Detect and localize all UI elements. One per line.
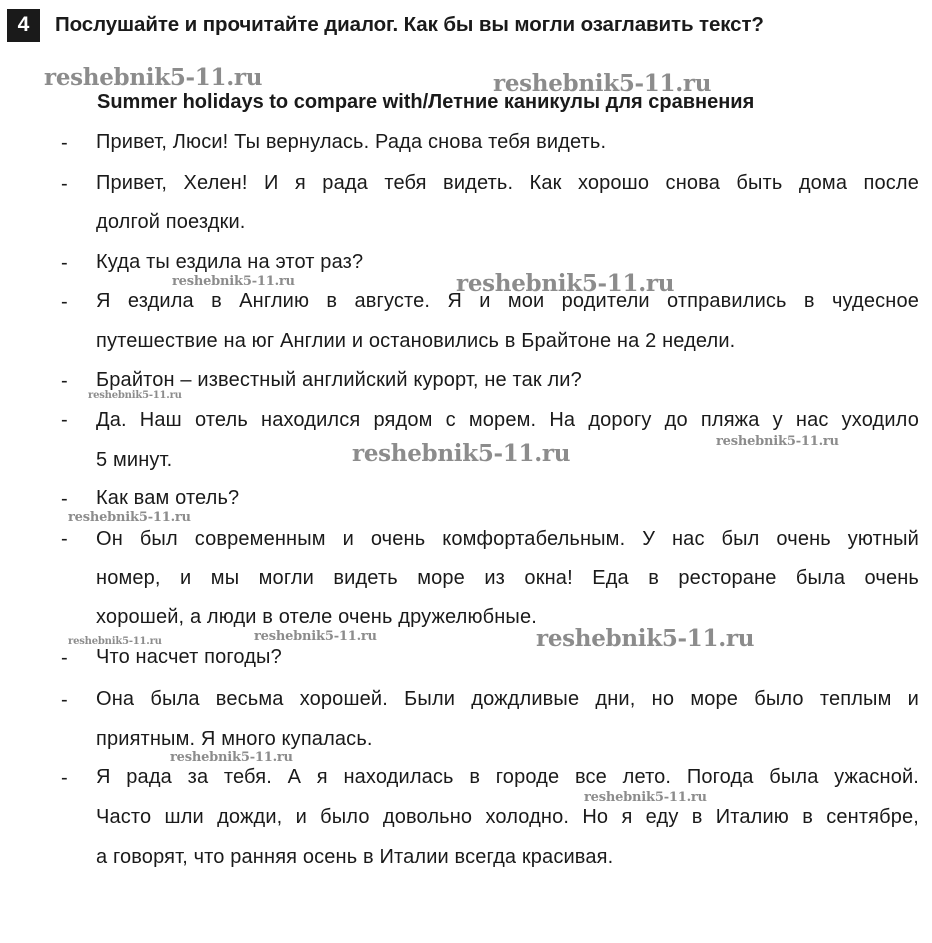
dialog-line: Что насчет погоды? [96, 646, 282, 668]
dialog-line: Я рада за тебя. А я находилась в городе все лето. Погода была ужасной. [96, 766, 919, 788]
dialog-line: Привет, Люси! Ты вернулась. Рада снова тебя видеть. [96, 131, 607, 153]
dialog-dash: - [61, 488, 68, 510]
dialog-line: Да. Наш отель находился рядом с морем. На дорогу до пляжа у нас уходило [96, 409, 919, 431]
dialog-dash: - [61, 528, 68, 550]
dialog-line: Она была весьма хорошей. Были дождливые дни, но море было теплым и [96, 688, 919, 710]
watermark: reshebnik5-11.ru [584, 790, 707, 805]
dialog-line: приятным. Я много купалась. [96, 728, 373, 750]
watermark: reshebnik5-11.ru [493, 70, 712, 97]
dialog-dash: - [61, 689, 68, 711]
watermark: reshebnik5-11.ru [172, 274, 295, 289]
watermark: reshebnik5-11.ru [352, 440, 571, 467]
dialog-dash: - [61, 409, 68, 431]
task-number-badge: 4 [7, 9, 40, 42]
watermark: reshebnik5-11.ru [68, 636, 162, 647]
dialog-dash: - [61, 767, 68, 789]
dialog-line: номер, и мы могли видеть море из окна! Еда в ресторане была очень [96, 567, 919, 589]
watermark: reshebnik5-11.ru [44, 64, 263, 91]
dialog-line: Часто шли дожди, и было довольно холодно. Но я еду в Италию в сентябре, [96, 806, 919, 828]
dialog-dash: - [61, 252, 68, 274]
dialog-line: Брайтон – известный английский курорт, не так ли? [96, 369, 582, 391]
watermark: reshebnik5-11.ru [456, 270, 675, 297]
dialog-line: Привет, Хелен! И я рада тебя видеть. Как хорошо снова быть дома после [96, 172, 919, 194]
dialog-dash: - [61, 370, 68, 392]
task-instruction: Послушайте и прочитайте диалог. Как бы вы могли озаглавить текст? [55, 13, 764, 36]
watermark: reshebnik5-11.ru [88, 390, 182, 401]
dialog-line: Он был современным и очень комфортабельным. У нас был очень уютный [96, 528, 919, 550]
watermark: reshebnik5-11.ru [536, 625, 755, 652]
dialog-dash: - [61, 291, 68, 313]
watermark: reshebnik5-11.ru [254, 629, 377, 644]
dialog-line: 5 минут. [96, 449, 173, 471]
dialog-dash: - [61, 132, 68, 154]
dialog-line: хорошей, а люди в отеле очень дружелюбные. [96, 606, 537, 628]
watermark: reshebnik5-11.ru [170, 750, 293, 765]
dialog-line: долгой поездки. [96, 211, 246, 233]
dialog-dash: - [61, 647, 68, 669]
dialog-dash: - [61, 173, 68, 195]
dialog-line: Куда ты ездила на этот раз? [96, 251, 364, 273]
watermark: reshebnik5-11.ru [716, 434, 839, 449]
dialog-line: путешествие на юг Англии и остановились в Брайтоне на 2 недели. [96, 330, 736, 352]
dialog-line: Как вам отель? [96, 487, 240, 509]
dialog-title: Summer holidays to compare with/Летние каникулы для сравнения [97, 91, 755, 113]
watermark: reshebnik5-11.ru [68, 510, 191, 525]
dialog-line: а говорят, что ранняя осень в Италии всегда красивая. [96, 846, 614, 868]
dialog-line: Я ездила в Англию в августе. Я и мои родители отправились в чудесное [96, 290, 919, 312]
